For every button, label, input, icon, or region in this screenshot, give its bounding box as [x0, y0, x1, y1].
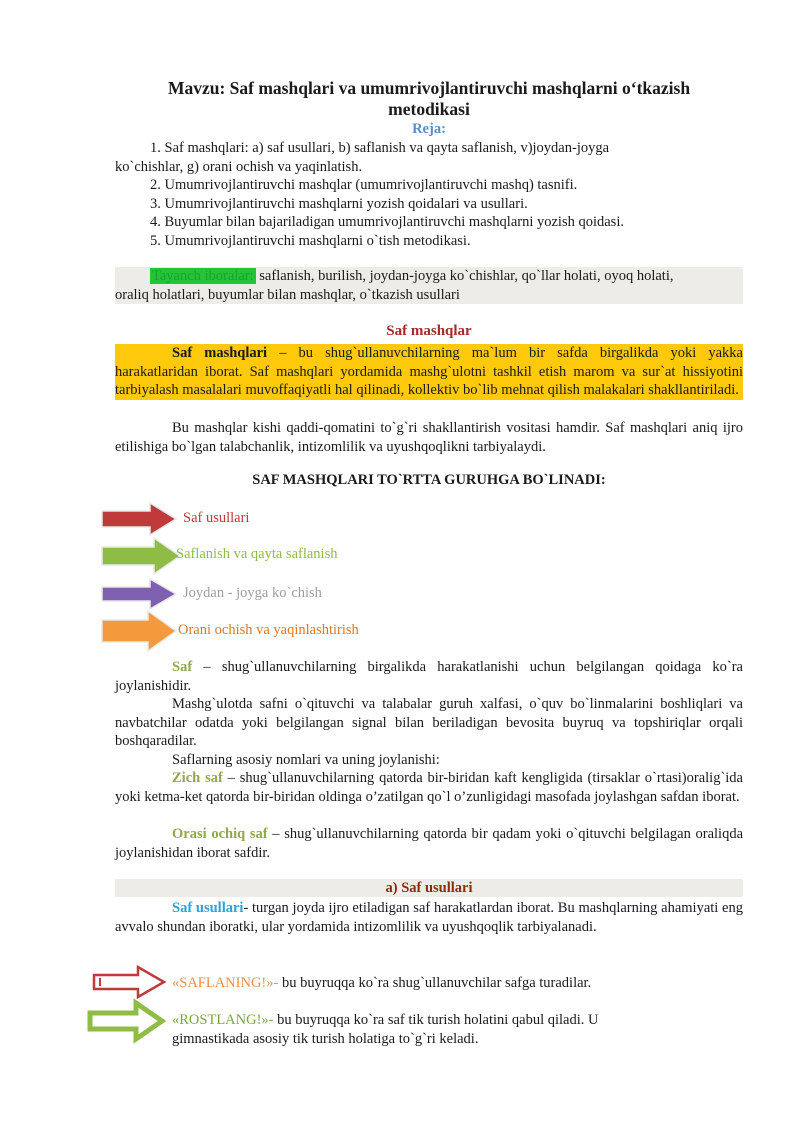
command-arrow-2 [88, 1002, 164, 1045]
saf-text: – shug`ullanuvchilarning birgalikda harakatlanishi uchun belgilangan qoidaga ko`ra joylanishidir. [115, 659, 743, 694]
group-label-4: Orani ochish va yaqinlashtirish [178, 622, 359, 638]
definition-highlight [115, 344, 743, 400]
title-line-2: metodikasi [388, 99, 470, 119]
subsection-title: a) Saf usullari [385, 880, 473, 896]
keywords-text-1: saflanish, burilish, joydan-joyga ko`chishlar, qo`llar holati, oyoq holati, [255, 268, 674, 284]
group-label-1: Saf usullari [183, 510, 250, 526]
group-arrow-1 [100, 502, 178, 541]
definition-text: – bu shug`ullanuvchilarning ma`lum bir safda birgalikda yoki yakka harakatlaridan iborat. Saf mashqlari yordamida mashg`ulotni tashkil etish marom va sur`at hissiyotini tarbiyalash masalalari muvoffaqiyatli hal qilinadi, kollektiv bo`lib mehnat qilish malakalari shakllantiriladi. [115, 345, 743, 399]
orasi-ochiq-text: – shug`ullanuvchilarning qatorda bir qadam yoki o`qituvchi belgilagan oraliqda joylanishidan iborat safdir. [115, 826, 744, 861]
outline-arrow-right-icon [92, 966, 166, 998]
command-arrow-1 [92, 966, 166, 1003]
outline-arrow-right-icon [88, 1002, 164, 1040]
plan-list [115, 139, 743, 251]
zich-saf-term: Zich saf [172, 770, 223, 786]
plan-item-1: 1. Saf mashqlari: a) saf usullari, b) saflanish va qayta saflanish, v)joydan-joyga [150, 140, 610, 156]
plan-item-3: 3. Umumrivojlantiruvchi mashqlarni yozish qoidalari va usullari. [150, 195, 528, 212]
title-line-1: Mavzu: Saf mashqlari va umumrivojlantiruvchi mashqlarni o‘tkazish [167, 78, 691, 98]
saf-usullari-term: Saf usullari [172, 900, 244, 916]
definition-term: Saf mashqlari [172, 345, 268, 361]
command-1 [172, 974, 747, 993]
arrow-right-icon [100, 610, 178, 652]
command-1-name: «SAFLANING!»- [172, 975, 279, 991]
keywords-box [115, 267, 743, 304]
plan-item-1-cont: ko`chishlar, g) orani ochish va yaqinlatish. [115, 158, 363, 175]
group-label-2: Saflanish va qayta saflanish [176, 546, 338, 562]
arrow-right-icon [100, 502, 178, 536]
arrow-right-icon [100, 578, 178, 610]
saf-usullari-definition [115, 899, 743, 936]
document-title [115, 78, 743, 120]
orasi-ochiq-definition [115, 825, 743, 862]
keywords-label: Tayanch iboralar: [152, 268, 254, 284]
paragraph-1: Bu mashqlar kishi qaddi-qomatini to`g`ri shakllantirish vositasi hamdir. Saf mashqlari aniq ijro etilishiga bo`lgan talabchanlik, intizomlilik va uyushqoqlikni tarbiyalaydi. [115, 420, 743, 455]
saf-usullari-text: - turgan joyda ijro etiladigan saf harakatlardan iborat. Bu mashqlarning ahamiyati eng avvalo shundan iboratki, ular yordamida intizomlilik va uyushqoqlik tarbiyalanadi. [115, 900, 743, 935]
group-arrow-4 [100, 610, 178, 657]
arrow-right-icon [100, 537, 182, 575]
plan-item-4: 4. Buyumlar bilan bajariladigan umumrivojlantiruvchi mashqlarni yozish qoidasi. [150, 214, 624, 231]
command-1-text: bu buyruqqa ko`ra shug`ullanuvchilar safga turadilar. [278, 975, 592, 991]
group-arrow-2 [100, 537, 182, 580]
command-2 [172, 1011, 672, 1048]
paragraph-2: Mashg`ulotda safni o`qituvchi va talabalar guruh xalfasi, o`quv bo`linmalarini boshliqlari va navbatchilar odatda yoki belgilangan signal bilan beriladigan bevosita buyruq va topshiriqlar orqali boshqaradilar. [115, 696, 743, 750]
orasi-ochiq-term: Orasi ochiq saf [172, 826, 268, 842]
command-2-name: «ROSTLANG!»- [172, 1012, 274, 1028]
section-title-saf-mashqlar: Saf mashqlar [386, 323, 472, 339]
saf-definition [115, 658, 743, 695]
command-2-text: bu buyruqqa ko`ra saf tik turish holatini qabul qiladi. U gimnastikada asosiy tik turish holatiga to`g`ri keladi. [172, 1012, 599, 1047]
plan-item-5: 5. Umumrivojlantiruvchi mashqlarni o`tish metodikasi. [150, 232, 471, 249]
zich-saf-text: – shug`ullanuvchilarning qatorda bir-biridan kaft kengligida (tirsaklar o`rtasi)oralig`ida yoki ketma-ket qatorda bir-biridan oldinga o’zatilgan qo`l o’zunligidagi masofada joylashgan safdan iborat. [115, 770, 743, 805]
saf-term: Saf [172, 659, 193, 675]
keywords-text-2: oraliq holatlari, buyumlar bilan mashqlar, o`tkazish usullari [115, 286, 460, 303]
plan-item-2: 2. Umumrivojlantiruvchi mashqlar (umumrivojlantiruvchi mashq) tasnifi. [150, 177, 578, 194]
groups-title: SAF MASHQLARI TO`RTTA GURUHGA BO`LINADI: [252, 472, 606, 488]
group-label-3: Joydan - joyga ko`chish [183, 585, 322, 601]
zich-saf-definition [115, 769, 743, 806]
paragraph-3: Saflarning asosiy nomlari va uning joylanishi: [172, 752, 440, 768]
plan-heading: Reja: [412, 121, 446, 137]
